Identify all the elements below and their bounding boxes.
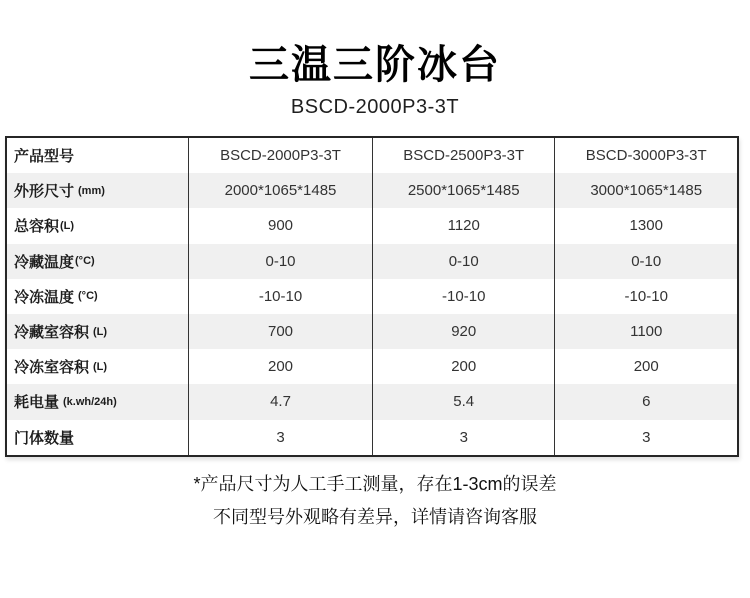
table-row-freezing-temp <box>7 279 737 314</box>
row-label <box>7 138 188 173</box>
row-label-text: 外形尺寸 <box>14 183 75 201</box>
cell-value: 900 <box>188 208 372 243</box>
table-row-door-count <box>7 420 737 455</box>
row-label <box>7 244 188 279</box>
cell-value: BSCD-2500P3-3T <box>372 138 555 173</box>
row-unit: (L) <box>60 219 75 232</box>
cell-value: 700 <box>188 314 372 349</box>
row-unit: (L) <box>93 325 108 338</box>
table-row-freezer-room-volume <box>7 349 737 384</box>
row-label-text: 冷藏温度 <box>14 253 75 271</box>
page-subtitle: BSCD-2000P3-3T <box>290 96 460 118</box>
table-row-dimensions <box>7 173 737 208</box>
cell-value: -10-10 <box>372 279 555 314</box>
row-label <box>7 208 188 243</box>
cell-value: 200 <box>554 349 737 384</box>
note-line-2: 不同型号外观略有差异，详情请咨询客服 <box>213 507 537 527</box>
cell-value: 2000*1065*1485 <box>188 173 372 208</box>
row-unit: (mm) <box>78 184 105 197</box>
cell-value: 3 <box>188 420 372 455</box>
cell-value: 2500*1065*1485 <box>372 173 555 208</box>
row-label-text: 冷冻温度 <box>14 288 75 306</box>
cell-value: 3000*1065*1485 <box>554 173 737 208</box>
row-label-text: 产品型号 <box>14 148 75 166</box>
cell-value: 0-10 <box>188 244 372 279</box>
row-label <box>7 314 188 349</box>
table-row-cold-storage-temp <box>7 244 737 279</box>
row-label <box>7 173 188 208</box>
row-unit: (L) <box>93 360 108 373</box>
cell-value: 0-10 <box>372 244 555 279</box>
row-label <box>7 349 188 384</box>
cell-value: 1120 <box>372 208 555 243</box>
cell-value: 200 <box>372 349 555 384</box>
row-unit: (°C) <box>78 290 98 303</box>
cell-value: BSCD-2000P3-3T <box>188 138 372 173</box>
row-label-text: 冷冻室容积 <box>14 359 90 377</box>
cell-value: -10-10 <box>554 279 737 314</box>
table-row-power-consumption <box>7 384 737 419</box>
row-label-text: 耗电量 <box>14 394 60 412</box>
cell-value: 5.4 <box>372 384 555 419</box>
row-label <box>7 279 188 314</box>
note-line-1: *产品尺寸为人工手工测量，存在1-3cm的误差 <box>193 474 557 494</box>
cell-value: BSCD-3000P3-3T <box>554 138 737 173</box>
cell-value: 3 <box>372 420 555 455</box>
row-unit: (k.wh/24h) <box>63 395 117 408</box>
cell-value: 1300 <box>554 208 737 243</box>
row-unit: (°C) <box>75 255 95 268</box>
table-row-cold-room-volume <box>7 314 737 349</box>
cell-value: 920 <box>372 314 555 349</box>
footer-notes <box>0 468 750 534</box>
cell-value: 200 <box>188 349 372 384</box>
cell-value: 4.7 <box>188 384 372 419</box>
table-row-total-volume <box>7 208 737 243</box>
table-row-product-model <box>7 138 737 173</box>
row-label-text: 总容积 <box>14 218 60 236</box>
row-label <box>7 420 188 455</box>
cell-value: 3 <box>554 420 737 455</box>
cell-value: 6 <box>554 384 737 419</box>
row-label-text: 冷藏室容积 <box>14 324 90 342</box>
cell-value: 1100 <box>554 314 737 349</box>
cell-value: 0-10 <box>554 244 737 279</box>
page-title: 三温三阶冰台 <box>249 43 501 87</box>
spec-table <box>5 136 739 457</box>
cell-value: -10-10 <box>188 279 372 314</box>
row-label-text: 门体数量 <box>14 429 75 447</box>
row-label <box>7 384 188 419</box>
